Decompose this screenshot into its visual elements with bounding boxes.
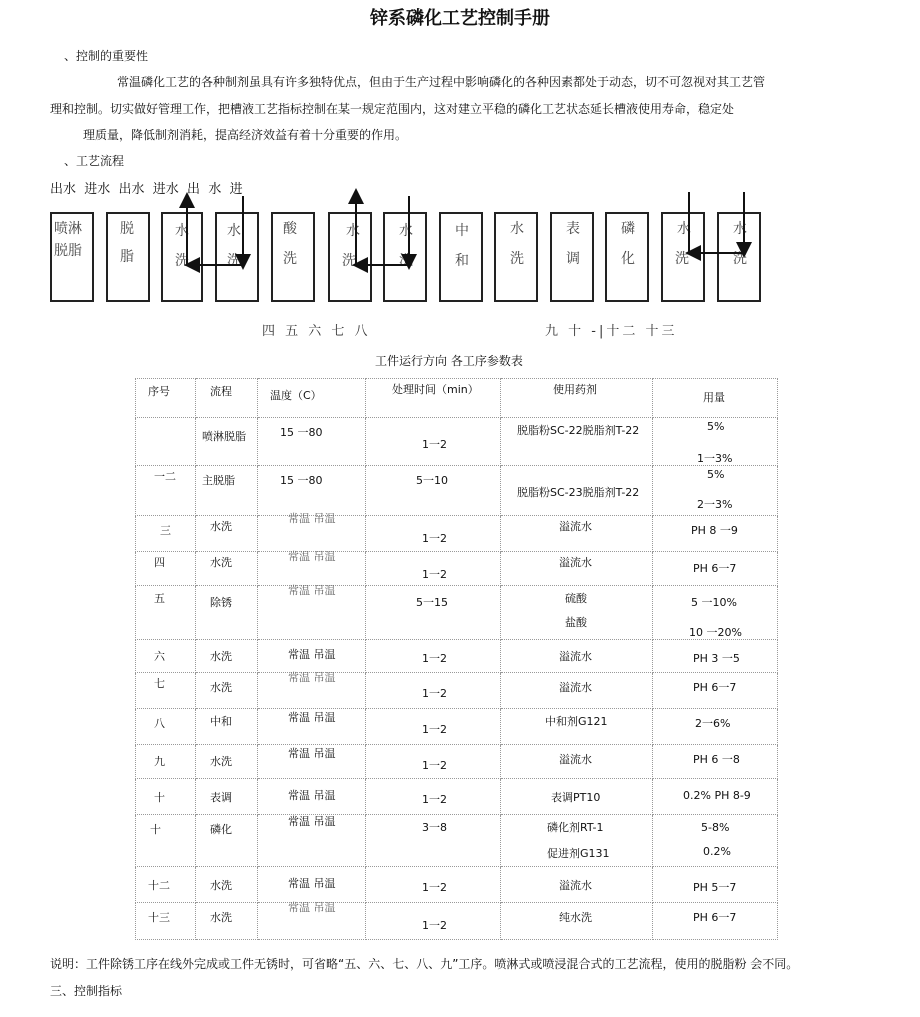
cell-no: 十 bbox=[154, 791, 165, 804]
cell-agent: 表调PT10 bbox=[551, 791, 601, 804]
cell-dose: PH 6一7 bbox=[693, 562, 737, 575]
tank-label: 洗 bbox=[510, 251, 524, 267]
header-cell: 用量 bbox=[703, 391, 725, 404]
tank-label: 水 bbox=[399, 223, 413, 239]
header-cell: 序号 bbox=[148, 385, 170, 398]
cell-temp: 常温 吊温 bbox=[288, 550, 336, 563]
cell-no: 十三 bbox=[148, 911, 170, 924]
table-row bbox=[136, 779, 778, 815]
cell-dose: 5% bbox=[707, 420, 725, 433]
tank-label: 洗 bbox=[675, 251, 689, 267]
cell-agent: 溢流水 bbox=[559, 753, 592, 766]
tank-label: 水 bbox=[510, 221, 524, 237]
cell-process: 中和 bbox=[210, 715, 232, 728]
table-row bbox=[136, 673, 778, 709]
step-numbers-right: 九 十 -|十二 十三 bbox=[545, 324, 678, 339]
section-heading-process-flow: 、工艺流程 bbox=[64, 154, 125, 168]
section-heading-control-indicators: 三、控制指标 bbox=[50, 984, 123, 998]
cell-process: 水洗 bbox=[210, 681, 232, 694]
cell-time: 1一2 bbox=[422, 881, 447, 894]
cell-dose: 1一3% bbox=[697, 452, 733, 465]
table-row bbox=[136, 709, 778, 745]
tank-label: 水 bbox=[733, 221, 747, 237]
tank-label: 水 bbox=[175, 223, 189, 239]
cell-temp: 15 一80 bbox=[280, 426, 323, 439]
table-row bbox=[136, 466, 778, 516]
cell-time: 1一2 bbox=[422, 652, 447, 665]
cell-no: 六 bbox=[154, 650, 165, 663]
flow-inlet-outlet-labels: 出水 进水 出水 进水 出 水 进 bbox=[50, 182, 243, 197]
cell-temp: 常温 吊温 bbox=[288, 815, 336, 828]
cell-agent: 溢流水 bbox=[559, 879, 592, 892]
cell-time: 3一8 bbox=[422, 821, 447, 834]
cell-dose: PH 5一7 bbox=[693, 881, 737, 894]
cell-agent: 脱脂粉SC-22脱脂剂T-22 bbox=[517, 424, 640, 437]
tank-label: 和 bbox=[455, 253, 469, 269]
cell-no: 九 bbox=[154, 755, 165, 768]
cell-time: 5一10 bbox=[416, 474, 448, 487]
tank-label: 脂 bbox=[120, 249, 134, 265]
paragraph-line: 理和控制。切实做好管理工作，把槽液工艺指标控制在某一规定范围内，这对建立平稳的磷化工艺状态延长槽液使用寿命，稳定处 bbox=[50, 102, 735, 116]
cell-no: 八 bbox=[154, 717, 165, 730]
cell-dose: 5 一10% bbox=[691, 596, 737, 609]
cell-agent: 纯水洗 bbox=[559, 911, 592, 924]
cell-process: 水洗 bbox=[210, 879, 232, 892]
cell-agent: 促进剂G131 bbox=[547, 847, 610, 860]
cell-temp: 常温 吊温 bbox=[288, 671, 336, 684]
cell-process: 磷化 bbox=[210, 823, 232, 836]
table-note: 说明：工件除锈工序在线外完成或工件无锈时，可省略“五、六、七、八、九”工序。喷淋式或喷浸混合式的工艺流程，使用的脱脂粉 会不同。 bbox=[50, 957, 799, 971]
table-row bbox=[136, 867, 778, 903]
table-row bbox=[136, 903, 778, 940]
cell-no: 一二 bbox=[154, 470, 176, 483]
tank-label: 水 bbox=[227, 223, 241, 239]
cell-dose: 10 一20% bbox=[689, 626, 742, 639]
cell-time: 1一2 bbox=[422, 793, 447, 806]
cell-no: 七 bbox=[154, 677, 165, 690]
tank-label: 化 bbox=[621, 251, 635, 267]
cell-agent: 溢流水 bbox=[559, 650, 592, 663]
cell-temp: 常温 吊温 bbox=[288, 512, 336, 525]
cell-temp: 常温 吊温 bbox=[288, 584, 336, 597]
cell-time: 1一2 bbox=[422, 723, 447, 736]
cell-agent: 溢流水 bbox=[559, 520, 592, 533]
cell-dose: 2一3% bbox=[697, 498, 733, 511]
page-title: 锌系磷化工艺控制手册 bbox=[370, 8, 550, 29]
tank-label: 中 bbox=[455, 223, 469, 239]
table-header-row bbox=[136, 379, 778, 418]
cell-dose: PH 6一7 bbox=[693, 681, 737, 694]
table-row bbox=[136, 552, 778, 586]
cell-temp: 常温 吊温 bbox=[288, 877, 336, 890]
cell-dose: PH 8 一9 bbox=[691, 524, 738, 537]
cell-agent: 溢流水 bbox=[559, 556, 592, 569]
tank-label: 调 bbox=[566, 251, 580, 267]
cell-time: 1一2 bbox=[422, 687, 447, 700]
cell-process: 水洗 bbox=[210, 520, 232, 533]
cell-temp: 常温 吊温 bbox=[288, 901, 336, 914]
tank-label: 脱 bbox=[120, 221, 134, 237]
cell-time: 5一15 bbox=[416, 596, 448, 609]
tank-label: 磷 bbox=[621, 221, 635, 237]
cell-temp: 15 一80 bbox=[280, 474, 323, 487]
cell-temp: 常温 吊温 bbox=[288, 648, 336, 661]
cell-process: 喷淋脱脂 bbox=[202, 430, 246, 443]
cell-process: 除锈 bbox=[210, 596, 232, 609]
tank-label: 喷淋 bbox=[54, 221, 82, 237]
tank-label: 洗 bbox=[283, 251, 297, 267]
tank-label: 水 bbox=[677, 221, 691, 237]
cell-temp: 常温 吊温 bbox=[288, 711, 336, 724]
header-cell: 温度（C） bbox=[270, 389, 322, 402]
cell-process: 水洗 bbox=[210, 650, 232, 663]
flow-arrows bbox=[0, 0, 920, 320]
cell-dose: PH 3 一5 bbox=[693, 652, 740, 665]
section-heading-importance: 、控制的重要性 bbox=[64, 49, 149, 63]
cell-dose: 2一6% bbox=[695, 717, 731, 730]
header-cell: 处理时间（min） bbox=[392, 383, 479, 396]
parameter-table bbox=[135, 378, 778, 940]
cell-time: 1一2 bbox=[422, 568, 447, 581]
cell-time: 1一2 bbox=[422, 438, 447, 451]
table-row bbox=[136, 640, 778, 673]
tank-label: 脱脂 bbox=[54, 243, 82, 259]
paragraph-line: 常温磷化工艺的各种制剂虽具有许多独特优点，但由于生产过程中影响磷化的各种因素都处于动态，切不可忽视对其工艺管 bbox=[117, 75, 766, 89]
cell-dose: PH 6 一8 bbox=[693, 753, 740, 766]
tank-label: 洗 bbox=[227, 253, 241, 269]
cell-process: 水洗 bbox=[210, 755, 232, 768]
cell-no: 十二 bbox=[148, 879, 170, 892]
cell-agent: 溢流水 bbox=[559, 681, 592, 694]
tank-label: 洗 bbox=[399, 253, 413, 269]
cell-no: 十 bbox=[150, 823, 161, 836]
cell-dose: 0.2% bbox=[703, 845, 731, 858]
cell-dose: 0.2% PH 8-9 bbox=[683, 789, 751, 802]
cell-process: 主脱脂 bbox=[202, 474, 235, 487]
cell-agent: 磷化剂RT-1 bbox=[547, 821, 604, 834]
tank-label: 水 bbox=[346, 223, 360, 239]
header-cell: 使用药剂 bbox=[553, 383, 597, 396]
tank-label: 表 bbox=[566, 221, 580, 237]
tank-label: 洗 bbox=[733, 251, 747, 267]
table-row bbox=[136, 586, 778, 640]
cell-temp: 常温 吊温 bbox=[288, 789, 336, 802]
paragraph-line: 理质量，降低制剂消耗，提高经济效益有着十分重要的作用。 bbox=[83, 128, 408, 142]
cell-agent: 硫酸 bbox=[565, 592, 587, 605]
tank-label: 酸 bbox=[283, 221, 297, 237]
table-row bbox=[136, 815, 778, 867]
table-row bbox=[136, 745, 778, 779]
cell-dose: PH 6一7 bbox=[693, 911, 737, 924]
step-numbers-left: 四 五 六 七 八 bbox=[262, 324, 371, 339]
cell-process: 表调 bbox=[210, 791, 232, 804]
cell-process: 水洗 bbox=[210, 556, 232, 569]
tank-label: 洗 bbox=[342, 253, 356, 269]
cell-time: 1一2 bbox=[422, 919, 447, 932]
cell-no: 四 bbox=[154, 556, 165, 569]
cell-dose: 5% bbox=[707, 468, 725, 481]
table-caption: 工件运行方向 各工序参数表 bbox=[375, 354, 523, 368]
cell-time: 1一2 bbox=[422, 759, 447, 772]
tank-label: 洗 bbox=[175, 253, 189, 269]
cell-dose: 5-8% bbox=[701, 821, 730, 834]
cell-agent: 盐酸 bbox=[565, 616, 587, 629]
table-row bbox=[136, 516, 778, 552]
cell-agent: 脱脂粉SC-23脱脂剂T-22 bbox=[517, 486, 640, 499]
header-cell: 流程 bbox=[210, 385, 232, 398]
cell-time: 1一2 bbox=[422, 532, 447, 545]
table-row bbox=[136, 418, 778, 466]
cell-no: 五 bbox=[154, 592, 165, 605]
cell-agent: 中和剂G121 bbox=[545, 715, 608, 728]
cell-no: 三 bbox=[160, 524, 171, 537]
cell-process: 水洗 bbox=[210, 911, 232, 924]
cell-temp: 常温 吊温 bbox=[288, 747, 336, 760]
